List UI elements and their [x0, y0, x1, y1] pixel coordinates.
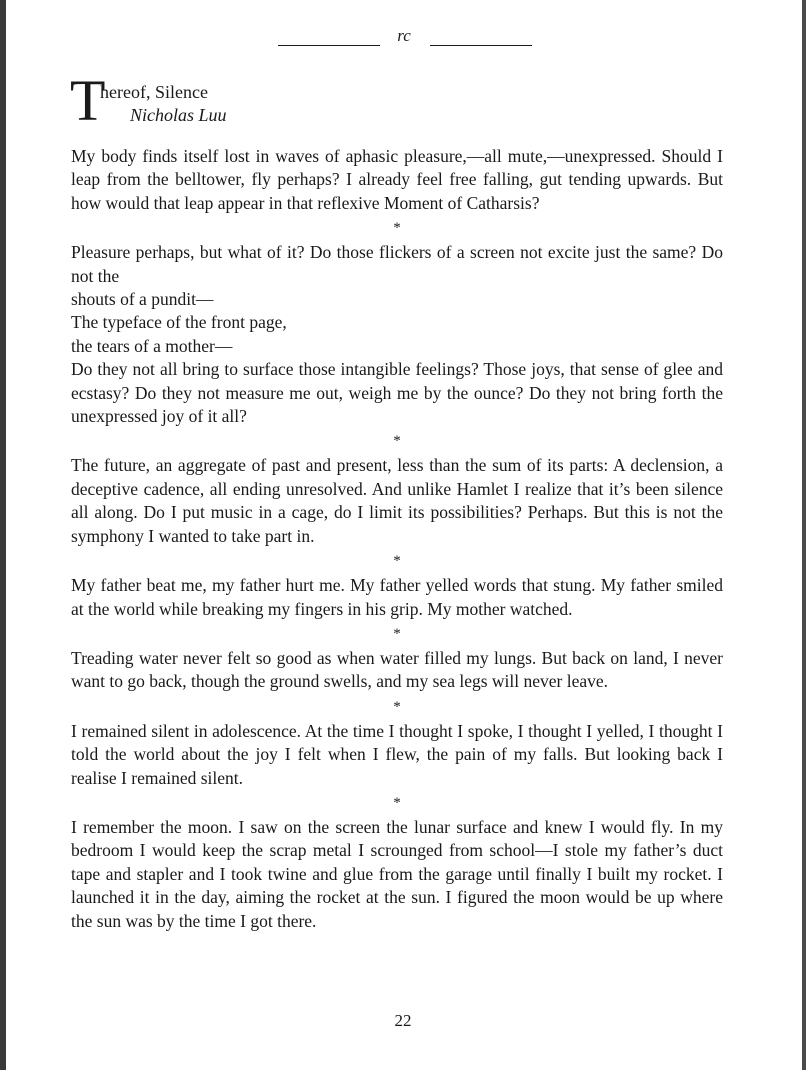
section-separator: *: [393, 220, 401, 237]
running-header: [0, 26, 806, 50]
page-title: hereof, Silence: [100, 82, 208, 102]
paragraph-2-line-4: the tears of a mother—: [71, 335, 233, 356]
paragraph-6: I remained silent in adolescence. At the time I thought I spoke, I thought I yelled, I thought I told the world about the joy I felt when I flew, the pain of my falls. But looking back I realise I remained silent.: [71, 720, 723, 788]
section-separator: *: [393, 625, 401, 642]
section-separator: *: [393, 553, 401, 570]
paragraph-2-line-2: shouts of a pundit—: [71, 289, 214, 310]
page-number: 22: [394, 1011, 412, 1030]
title-dropcap: T: [70, 68, 106, 133]
paragraph-2-line-3: The typeface of the front page,: [71, 312, 287, 333]
body-text: [71, 145, 723, 933]
header-rule-right: [430, 45, 532, 46]
journal-mark: rc: [397, 26, 411, 45]
paragraph-1: My body finds itself lost in waves of aphasic pleasure,—all mute,—unexpressed. Should I leap from the belltower, fly perhaps? I already feel free falling, gut tending upwards. But how would that leap appear in that reflexive Moment of Catharsis?: [71, 146, 723, 213]
section-separator: *: [393, 698, 401, 715]
paragraph-7: I remember the moon. I saw on the screen the lunar surface and knew I would fly. In my bedroom I would keep the scrap metal I scrounged from school—I stole my father’s duct tape and stapler and I took twine and glue from the garage until finally I built my rocket. I launched it in the day, aiming the rocket at the sun. I figured the moon would be up where the sun was by the time I got there.: [71, 816, 723, 931]
paragraph-2-line-5: Do they not all bring to surface those intangible feelings? Those joys, that sense of glee and ecstasy? Do they not measure me out, weigh me by the ounce? Do they not bring forth the unexpressed joy of it all?: [71, 359, 723, 427]
section-separator: *: [393, 433, 401, 450]
section-separator: *: [393, 794, 401, 811]
author-name: Nicholas Luu: [130, 105, 227, 125]
title-block: [70, 68, 740, 136]
paragraph-5: Treading water never felt so good as when water filled my lungs. But back on land, I never want to go back, though the ground swells, and my sea legs will never leave.: [71, 647, 723, 692]
left-page-edge: [0, 0, 6, 1070]
header-rule-left: [278, 45, 380, 46]
right-page-edge: [802, 0, 806, 1070]
paragraph-2-line-1: Pleasure perhaps, but what of it? Do those flickers of a screen not excite just the same? Do not the: [71, 242, 723, 286]
paragraph-4: My father beat me, my father hurt me. My father yelled words that stung. My father smiled at the world while breaking my fingers in his grip. My mother watched.: [71, 575, 723, 619]
paragraph-3: The future, an aggregate of past and present, less than the sum of its parts: A declension, a deceptive cadence, all ending unresolved. And unlike Hamlet I realize that it’s been silence all along. Do I put music in a cage, do I limit its possibilities? Perhaps. But this is not the symphony I wanted to take part in.: [71, 455, 723, 546]
